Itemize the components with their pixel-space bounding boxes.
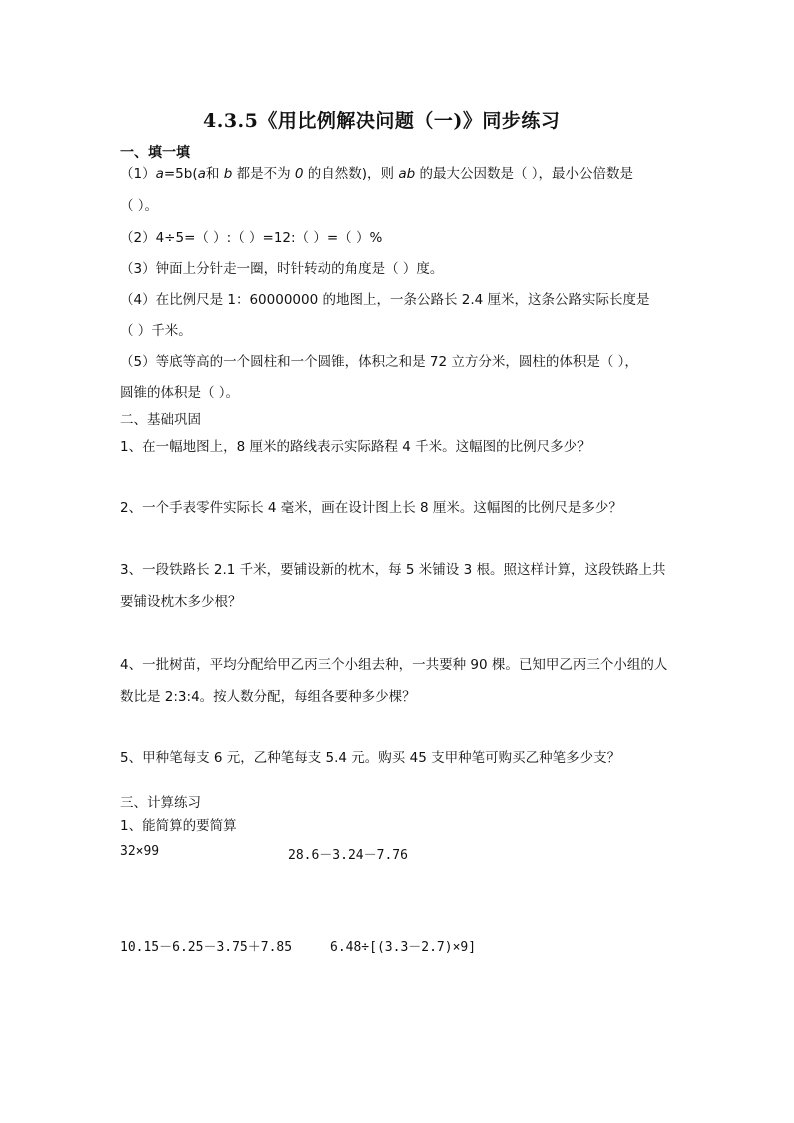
- calc-expression-4: 6.48÷[(3.3－2.7)×9]: [330, 940, 477, 955]
- q1-and: 和: [205, 166, 224, 182]
- basic-problem-5: 5、甲种笔每支 6 元，乙种笔每支 5.4 元。购买 45 支甲种笔可购买乙种笔多少支？: [120, 750, 621, 766]
- q1-var-ab: ab: [398, 166, 416, 182]
- q1-mid: 都是不为: [232, 166, 295, 182]
- fill-question-4-line1: （4）在比例尺是 1：60000000 的地图上，一条公路长 2.4 厘米，这条公路实际长度是: [120, 292, 650, 308]
- page-title: 4.3.5《用比例解决问题（一)》同步练习: [203, 110, 561, 132]
- basic-problem-3-line2: 要铺设枕木多少根？: [120, 594, 242, 610]
- q1-eq: =5b(: [163, 166, 198, 182]
- q1-rest: 的最大公因数是（ ），最小公倍数是: [415, 166, 634, 182]
- basic-problem-3-line1: 3、一段铁路长 2.1 千米，要铺设新的枕木，每 5 米铺设 3 根。照这样计算，这段铁路上共: [120, 562, 666, 578]
- fill-question-1-line2: （ ）。: [120, 198, 159, 214]
- q1-prefix: （1）: [120, 166, 156, 182]
- fill-question-2: （2）4÷5=（ ）:（ ）=12:（ ）=（ ）%: [120, 230, 383, 246]
- basic-problem-4-line2: 数比是 2:3:4。按人数分配，每组各要种多少棵？: [120, 689, 416, 705]
- fill-question-5-line2: 圆锥的体积是（ ）。: [120, 385, 240, 401]
- calc-expression-1: 32×99: [120, 844, 160, 859]
- fill-question-4-line2: （ ）千米。: [120, 323, 192, 339]
- fill-question-1: [120, 165, 633, 183]
- section-heading-calculation: 三、计算练习: [120, 795, 201, 811]
- q1-var-b: b: [223, 166, 233, 182]
- fill-question-5-line1: （5）等底等高的一个圆柱和一个圆锥，体积之和是 72 立方分米，圆柱的体积是（ ），: [120, 354, 638, 370]
- calc-expression-3: 10.15－6.25－3.75＋7.85: [120, 940, 293, 955]
- section-heading-fill-in: 一、填一填: [120, 145, 190, 161]
- q1-var-a2: a: [197, 166, 206, 182]
- section-heading-basics: 二、基础巩固: [120, 412, 201, 428]
- q1-zero: 0: [294, 166, 304, 182]
- fill-question-3: （3）钟面上分针走一圈，时针转动的角度是（ ）度。: [120, 261, 444, 277]
- basic-problem-2: 2、一个手表零件实际长 4 毫米，画在设计图上长 8 厘米。这幅图的比例尺是多少？: [120, 500, 622, 516]
- q1-var-a: a: [155, 166, 164, 182]
- basic-problem-1: 1、在一幅地图上，8 厘米的路线表示实际路程 4 千米。这幅图的比例尺多少？: [120, 439, 591, 455]
- calc-expression-2: 28.6－3.24－7.76: [288, 848, 408, 863]
- basic-problem-4-line1: 4、一批树苗，平均分配给甲乙丙三个小组去种，一共要种 90 棵。已知甲乙丙三个小组的人: [120, 657, 668, 673]
- calc-subheading: 1、能简算的要简算: [120, 818, 237, 834]
- q1-mid2: 的自然数)，则: [303, 166, 399, 182]
